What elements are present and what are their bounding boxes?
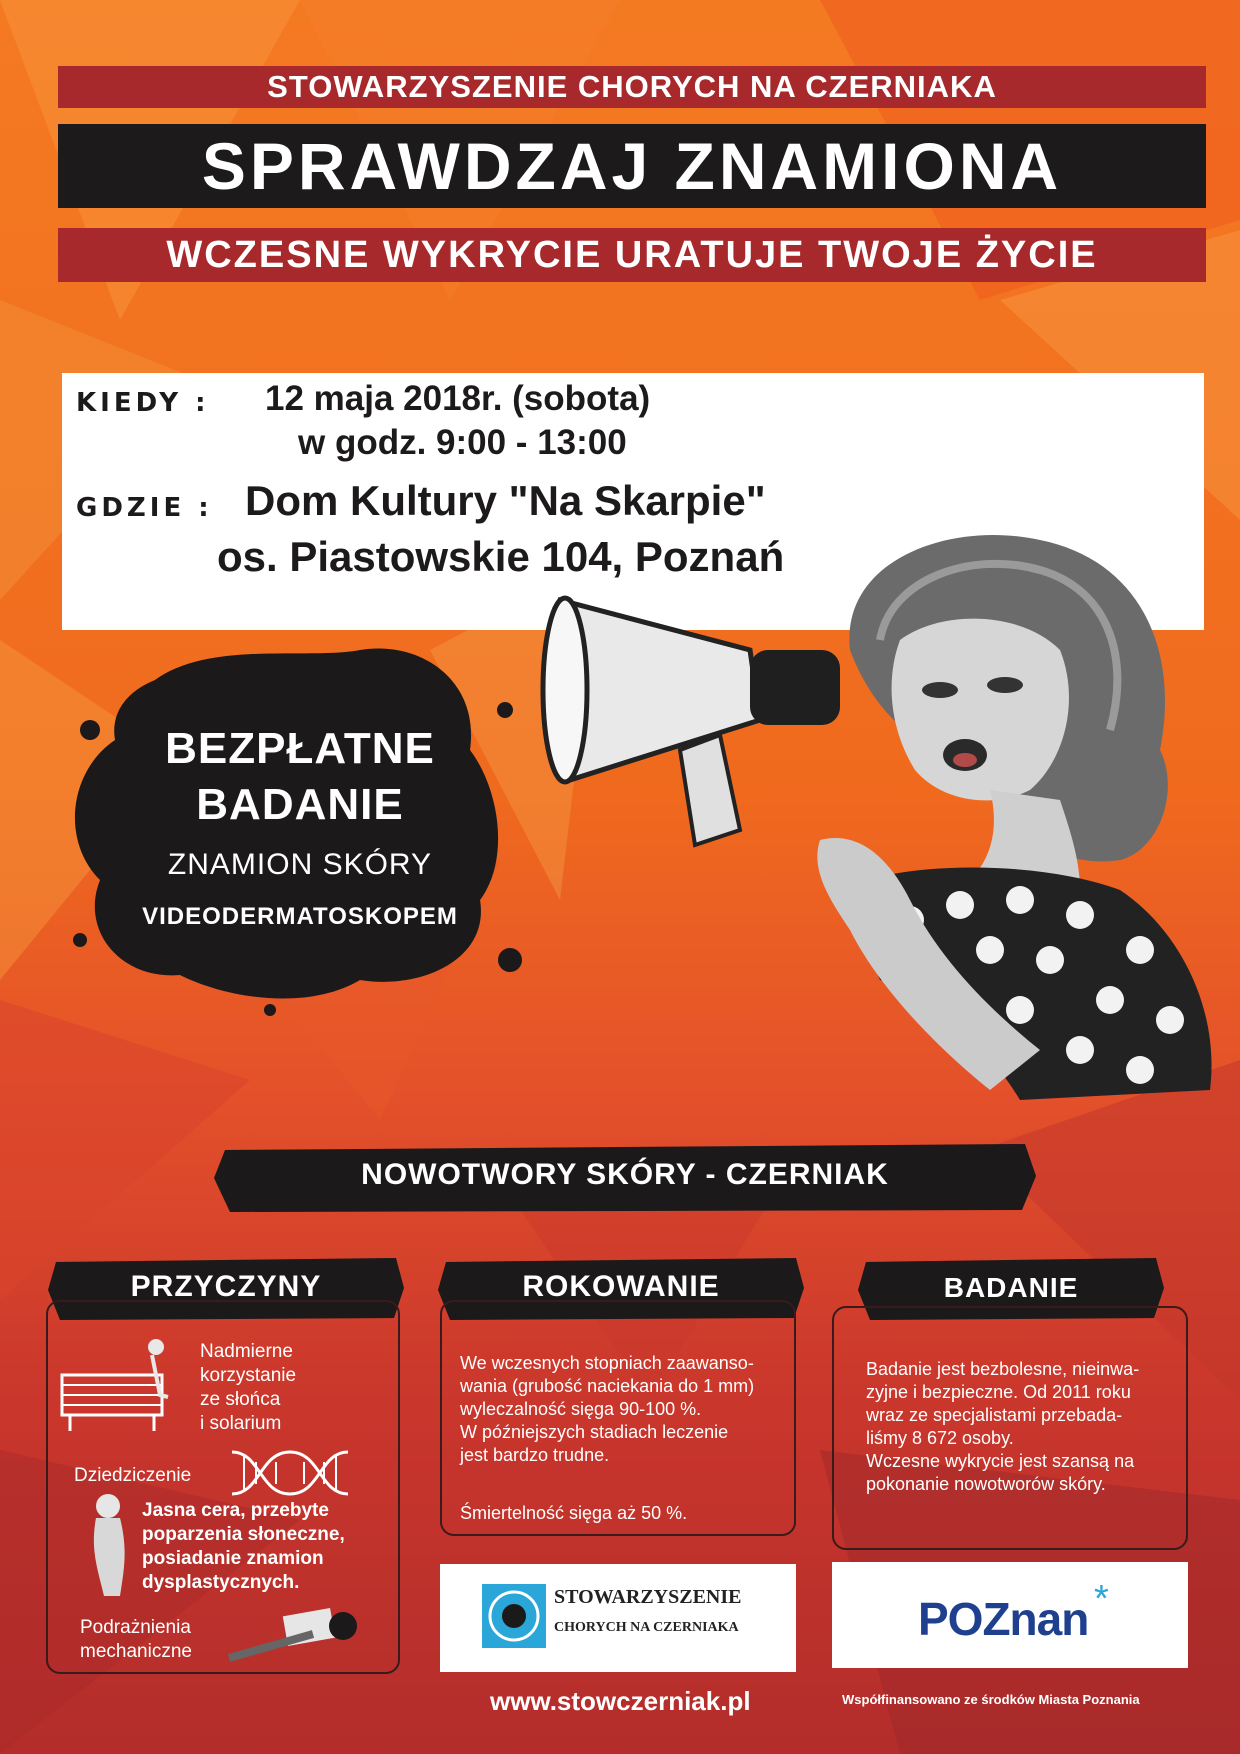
exam-text: Badanie jest bezbolesne, nieinwa- zyjne i bezpieczne. Od 2011 roku wraz ze specjalistami przebada- liśmy 8 672 osoby. Wczesne wykrycie jest szansą na pokonanie nowotworów skóry. [866, 1359, 1140, 1494]
prognosis-mortality: Śmiertelność sięga aż 50 %. [460, 1503, 688, 1523]
website-link[interactable]: www.stowczerniak.pl [490, 1686, 751, 1716]
organization-banner: STOWARZYSZENIE CHORYCH NA CZERNIAKA [58, 66, 1206, 108]
sunbather-bench-icon [56, 1335, 176, 1435]
event-venue: Dom Kultury "Na Skarpie" [245, 477, 766, 524]
razor-icon [225, 1606, 365, 1666]
association-name-line2: CHORYCH NA CZERNIAKA [554, 1620, 739, 1635]
event-address: os. Piastowskie 104, Poznań [217, 533, 785, 580]
subtitle-banner: WCZESNE WYKRYCIE URATUJE TWOJE ŻYCIE [58, 228, 1206, 282]
page-title: SPRAWDZAJ ZNAMIONA [58, 124, 1206, 208]
section-title: NOWOTWORY SKÓRY - CZERNIAK [361, 1158, 889, 1191]
association-emblem-icon [482, 1584, 546, 1648]
association-name-line1: STOWARZYSZENIE [554, 1586, 742, 1608]
dna-icon [230, 1448, 350, 1498]
woman-megaphone-illustration [520, 530, 1240, 1180]
badge-line-free: BEZPŁATNE [165, 724, 435, 773]
woman-figure-icon [80, 1490, 140, 1600]
exam-heading: BADANIE [943, 1272, 1079, 1303]
badge-line-device: VIDEODERMATOSKOPEM [142, 903, 458, 930]
badge-line-exam: BADANIE [196, 780, 404, 829]
when-label: KIEDY : [76, 388, 210, 418]
prognosis-text: We wczesnych stopniach zaawanso- wania (grubość naciekania do 1 mm) wyleczalność sięga 90-100 %. W późniejszych stadiach leczenie jest bardzo trudne. [460, 1353, 755, 1465]
poznan-logo [832, 1562, 1188, 1668]
causes-heading: PRZYCZYNY [130, 1270, 322, 1303]
ink-splat-shape [60, 640, 530, 1020]
poznan-star-icon: * [1094, 1578, 1109, 1620]
cause-irritation: Podrażnienia mechaniczne [80, 1617, 192, 1662]
where-label: GDZIE : [76, 493, 213, 523]
event-time: w godz. 9:00 - 13:00 [298, 423, 627, 462]
prognosis-heading: ROKOWANIE [522, 1270, 720, 1303]
funding-note: Współfinansowano ze środków Miasta Poznania [842, 1692, 1140, 1707]
badge-line-skin: ZNAMION SKÓRY [167, 848, 433, 881]
cause-heredity: Dziedziczenie [74, 1465, 192, 1486]
cause-sun: Nadmierne korzystanie ze słońca i solarium [200, 1341, 297, 1434]
cause-skin-type: Jasna cera, przebyte poparzenia słoneczne, posiadanie znamion dysplastycznych. [142, 1500, 345, 1593]
poznan-wordmark: POZnan [918, 1593, 1089, 1645]
event-date: 12 maja 2018r. (sobota) [265, 379, 651, 418]
association-logo [440, 1564, 796, 1672]
